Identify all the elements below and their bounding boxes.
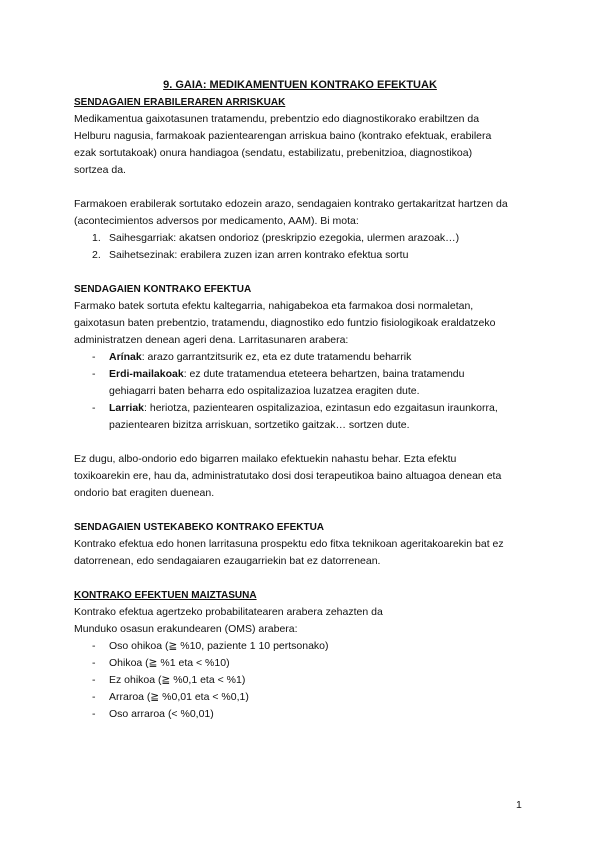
paragraph-line: Munduko osasun erakundearen (OMS) arabera:	[74, 623, 298, 635]
list-item: Oso ohikoa (≧ %10, paziente 1 10 pertsonako)	[109, 640, 329, 652]
list-item-term: Arínak	[109, 351, 142, 363]
paragraph-line: ondorio bat eragiten duenean.	[74, 487, 215, 499]
paragraph-line: Medikamentua gaixotasunen tratamendu, prebentzio edo diagnostikorako erabiltzen da	[74, 113, 480, 125]
list-item: Arraroa (≧ %0,01 eta < %0,1)	[109, 691, 249, 703]
paragraph-line: Helburu nagusia, farmakoak pazientearengan arriskua baino (kontrako efektuak, erabilera	[74, 130, 492, 142]
paragraph-line: datorrenean, edo sendagaiaren ezaugarriekin bat ez datorrenean.	[74, 555, 381, 567]
list-item-term: Erdi-mailakoak	[109, 368, 184, 380]
list-item	[109, 400, 498, 417]
list-item	[109, 366, 464, 383]
list-dash: -	[92, 351, 96, 363]
section-heading-frequency: KONTRAKO EFEKTUEN MAIZTASUNA	[74, 590, 257, 601]
paragraph-line: sortzea da.	[74, 164, 126, 176]
list-item: Saihesgarriak: akatsen ondorioz (preskripzio ezegokia, ulermen arazoak…)	[109, 232, 460, 244]
section-heading-risks: SENDAGAIEN ERABILERAREN ARRISKUAK	[74, 97, 286, 108]
paragraph-line: administratzen denean ageri dena. Larritasunaren arabera:	[74, 334, 349, 346]
section-heading-unexpected-effect: SENDAGAIEN USTEKABEKO KONTRAKO EFEKTUA	[74, 522, 325, 533]
paragraph-line: Kontrako efektua agertzeko probabilitatearen arabera zehazten da	[74, 606, 383, 618]
list-item: Oso arraroa (< %0,01)	[109, 708, 214, 720]
list-item-term: Larriak	[109, 402, 145, 414]
list-item-text: : arazo garrantzitsurik ez, eta ez dute tratamendu beharrik	[141, 351, 412, 363]
list-dash: -	[92, 402, 96, 414]
section-heading-adverse-effect: SENDAGAIEN KONTRAKO EFEKTUA	[74, 284, 252, 295]
list-item-text: : heriotza, pazientearen ospitalizazioa, ezintasun edo ezgaitasun iraunkorra,	[144, 402, 498, 414]
list-item: Saihetsezinak: erabilera zuzen izan arren kontrako efektua sortu	[109, 249, 409, 261]
paragraph-line: (acontecimientos adversos por medicamento, AAM). Bi mota:	[74, 215, 359, 227]
list-item-continuation: pazientearen bizitza arriskuan, sortzetiko gaitzak… sortzen dute.	[109, 419, 410, 431]
paragraph-line: Ez dugu, albo-ondorio edo bigarren mailako efektuekin nahastu behar. Ezta efektu	[74, 453, 457, 465]
paragraph-line: ezak sortutakoak) onura handiagoa (sendatu, estabilizatu, prebenitzioa, diagnostikoa)	[74, 147, 473, 159]
list-dash: -	[92, 368, 96, 380]
list-item-continuation: gehiagarri baten beharra edo ospitalizazioa luzatzea eragiten dute.	[109, 385, 420, 397]
list-dash: -	[92, 640, 96, 652]
list-number: 2.	[92, 249, 101, 261]
list-dash: -	[92, 674, 96, 686]
list-dash: -	[92, 691, 96, 703]
paragraph-line: Kontrako efektua edo honen larritasuna prospektu edo fitxa teknikoan ageritakoarekin bat ez	[74, 538, 504, 550]
list-number: 1.	[92, 232, 101, 244]
list-item: Ez ohikoa (≧ %0,1 eta < %1)	[109, 674, 246, 686]
list-item-text: : ez dute tratamendua eteteera behartzen, baina tratamendu	[183, 368, 465, 380]
paragraph-line: gaixotasun baten prebentzio, tratamendu, diagnostiko edo funtzio fisiologikoak eraldatzeko	[74, 317, 496, 329]
paragraph-line: toxikoarekin ere, hau da, administratutako dosi dosi terapeutikoa baino altuagoa denean eta	[74, 470, 502, 482]
list-dash: -	[92, 657, 96, 669]
paragraph-line: Farmako batek sortuta efektu kaltegarria, nahigabekoa eta farmakoa dosi normaletan,	[74, 300, 474, 312]
page-title: 9. GAIA: MEDIKAMENTUEN KONTRAKO EFEKTUAK	[163, 79, 437, 91]
page-number: 1	[516, 799, 522, 811]
list-item	[109, 349, 411, 366]
paragraph-line: Farmakoen erabilerak sortutako edozein arazo, sendagaien kontrako gertakaritzat hartzen da	[74, 198, 508, 210]
list-dash: -	[92, 708, 96, 720]
list-item: Ohikoa (≧ %1 eta < %10)	[109, 657, 230, 669]
